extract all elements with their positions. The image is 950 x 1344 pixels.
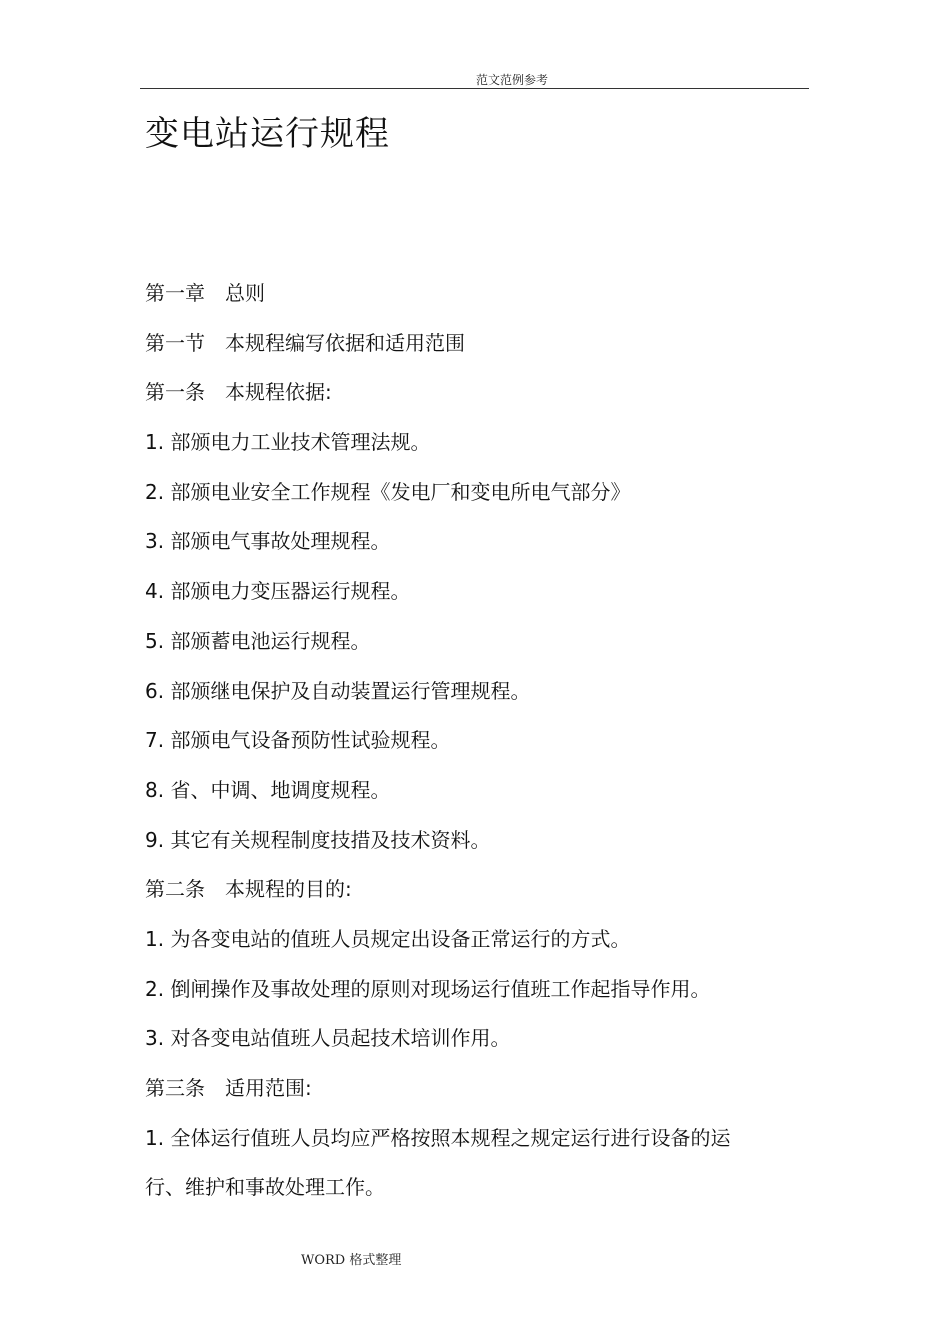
article-heading: 第三条 适用范围:: [145, 1076, 312, 1100]
list-item: 3. 部颁电气事故处理规程。: [145, 529, 391, 554]
list-item: 1. 部颁电力工业技术管理法规。: [145, 430, 431, 455]
document-title: 变电站运行规程: [145, 114, 390, 154]
list-item: 3. 对各变电站值班人员起技术培训作用。: [145, 1026, 511, 1051]
article-heading: 第一条 本规程依据:: [145, 380, 332, 405]
document-body: [145, 278, 805, 1222]
list-item: 1. 为各变电站的值班人员规定出设备正常运行的方式。: [145, 926, 631, 951]
list-item: 1. 全体运行值班人员均应严格按照本规程之规定运行进行设备的运: [145, 1125, 731, 1150]
chapter-heading: 第一章 总则: [145, 281, 265, 305]
list-item: 9. 其它有关规程制度技措及技术资料。: [145, 827, 491, 852]
list-item: 6. 部颁继电保护及自动装置运行管理规程。: [145, 678, 531, 703]
list-item: 2. 倒闸操作及事故处理的原则对现场运行值班工作起指导作用。: [145, 976, 711, 1001]
list-item: 5. 部颁蓄电池运行规程。: [145, 628, 371, 653]
header-rule: [140, 88, 809, 89]
article-heading: 第二条 本规程的目的:: [145, 877, 352, 902]
list-item: 2. 部颁电业安全工作规程《发电厂和变电所电气部分》: [145, 479, 631, 504]
page-header: 范文范例参考: [475, 73, 548, 87]
list-item: 4. 部颁电力变压器运行规程。: [145, 579, 411, 604]
list-item-continuation: 行、维护和事故处理工作。: [145, 1175, 385, 1200]
section-heading: 第一节 本规程编写依据和适用范围: [145, 330, 465, 355]
page-footer: WORD 格式整理: [301, 1253, 402, 1268]
list-item: 7. 部颁电气设备预防性试验规程。: [145, 728, 451, 753]
list-item: 8. 省、中调、地调度规程。: [145, 777, 391, 802]
